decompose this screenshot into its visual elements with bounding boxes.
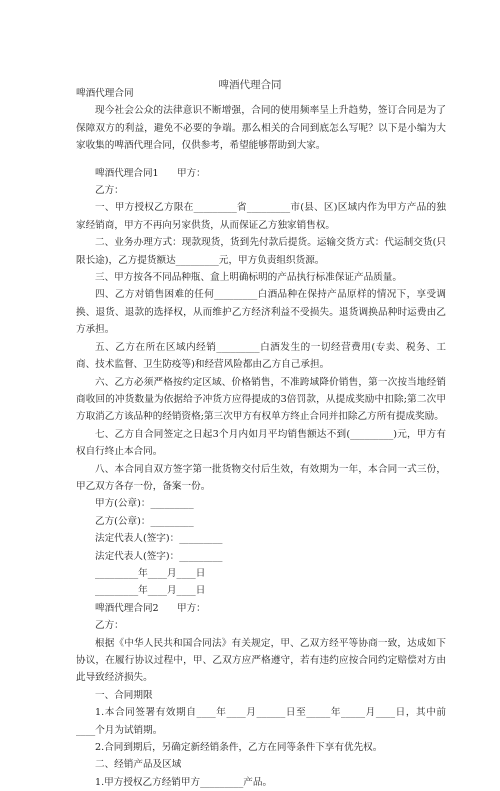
document-title: 啤酒代理合同 — [218, 79, 282, 91]
section-title: 二、经销产品及区域 — [95, 759, 182, 771]
contract1-party-a: 甲方： — [176, 167, 206, 179]
contract2-header — [76, 600, 446, 617]
article-heading: 啤酒代理合同 — [76, 88, 134, 99]
section-title: 一、合同期限 — [95, 689, 153, 701]
contract1-header — [76, 165, 446, 182]
section-item: 1.本合同签署有效期自____年____月______日至_____年_____月____日，其中前____个月为试销期。 — [76, 707, 446, 736]
signature-line: 法定代表人(签字)：_________ — [95, 550, 223, 562]
contract1-clause: 三、甲方按各不同品种瓶、盒上明确标明的产品执行标准保证产品质量。 — [95, 272, 402, 284]
contract2-party-a: 甲方： — [176, 602, 206, 614]
contract1-clause: 二、业务办理方式：现款现货，货到先付款后提货。运输交货方式：代运制交货(只限长途)，乙方提货额达_________元，甲方负责组织货源。 — [76, 237, 446, 266]
contract1-clause: 一、甲方授权乙方限在_________省_________市(县、区)区域内作为甲方产品的独家经销商，甲方不再向另家供货，从而保证乙方独家销售权。 — [76, 202, 446, 231]
contract1-clause: 五、乙方在所在区域内经销_________白酒发生的一切经营费用(专卖、税务、工商、技术监督、卫生防疫等)和经营风险都由乙方自己承担。 — [76, 341, 446, 371]
signature-line: 乙方(公章)：_________ — [95, 515, 194, 527]
document-body — [76, 85, 446, 791]
contract1-party-b: 乙方： — [95, 185, 124, 197]
intro-paragraph: 现今社会公众的法律意识不断增强，合同的使用频率呈上升趋势，签订合同是为了保障双方的利益，避免不必要的争端。那么相关的合同到底怎么写呢？以下是小编为大家收集的啤酒代理合同，仅供参考，希望能够帮助到大家。 — [76, 105, 446, 152]
signature-line: 甲方(公章)：_________ — [95, 498, 194, 510]
section-item: 2.合同到期后，另确定新经销条件，乙方在同等条件下享有优先权。 — [95, 742, 383, 754]
signature-line: 法定代表人(签字)：_________ — [95, 533, 223, 545]
date-line: _________年____月____日 — [95, 585, 206, 597]
contract1-label: 啤酒代理合同1 — [95, 167, 159, 179]
contract1-clause: 四、乙方对销售困难的任何_________白酒品种在保持产品原样的情况下，享受调换、退货、退款的选择权，从而维护乙方经济利益不受损失。退货调换品种时运费由乙方承担。 — [76, 289, 446, 336]
date-line: _________年____月____日 — [95, 567, 206, 579]
contract1-clause: 八、本合同自双方签字第一批货物交付后生效，有效期为一年，本合同一式三份，甲乙双方各存一份，备案一份。 — [76, 463, 446, 492]
contract1-clause: 六、乙方必须严格按约定区域、价格销售，不准跨域降价销售，第一次按当地经销商收回的冲货数量为依据给予冲货方应得提成的3倍罚款，从提成奖励中扣除;第二次甲方取消乙方该品种的经销资格;第三次甲方有权单方终止合同并扣除乙方所有提成奖励。 — [76, 376, 446, 423]
contract2-label: 啤酒代理合同2 — [95, 602, 159, 614]
contract1-clause: 七、乙方自合同签定之日起3个月内如月平均销售额达不到(_________)元，甲方有权自行终止本合同。 — [76, 428, 446, 458]
contract2-preamble: 根据《中华人民共和国合同法》有关规定，甲、乙双方经平等协商一致，达成如下协议，在履行协议过程中，甲、乙双方应严格遵守，若有违约应按合同约定赔偿对方由此导致经济损失。 — [76, 637, 446, 684]
section-item: 1.甲方授权乙方经销甲方_________产品。 — [95, 776, 273, 788]
contract2-party-b: 乙方： — [95, 620, 124, 632]
